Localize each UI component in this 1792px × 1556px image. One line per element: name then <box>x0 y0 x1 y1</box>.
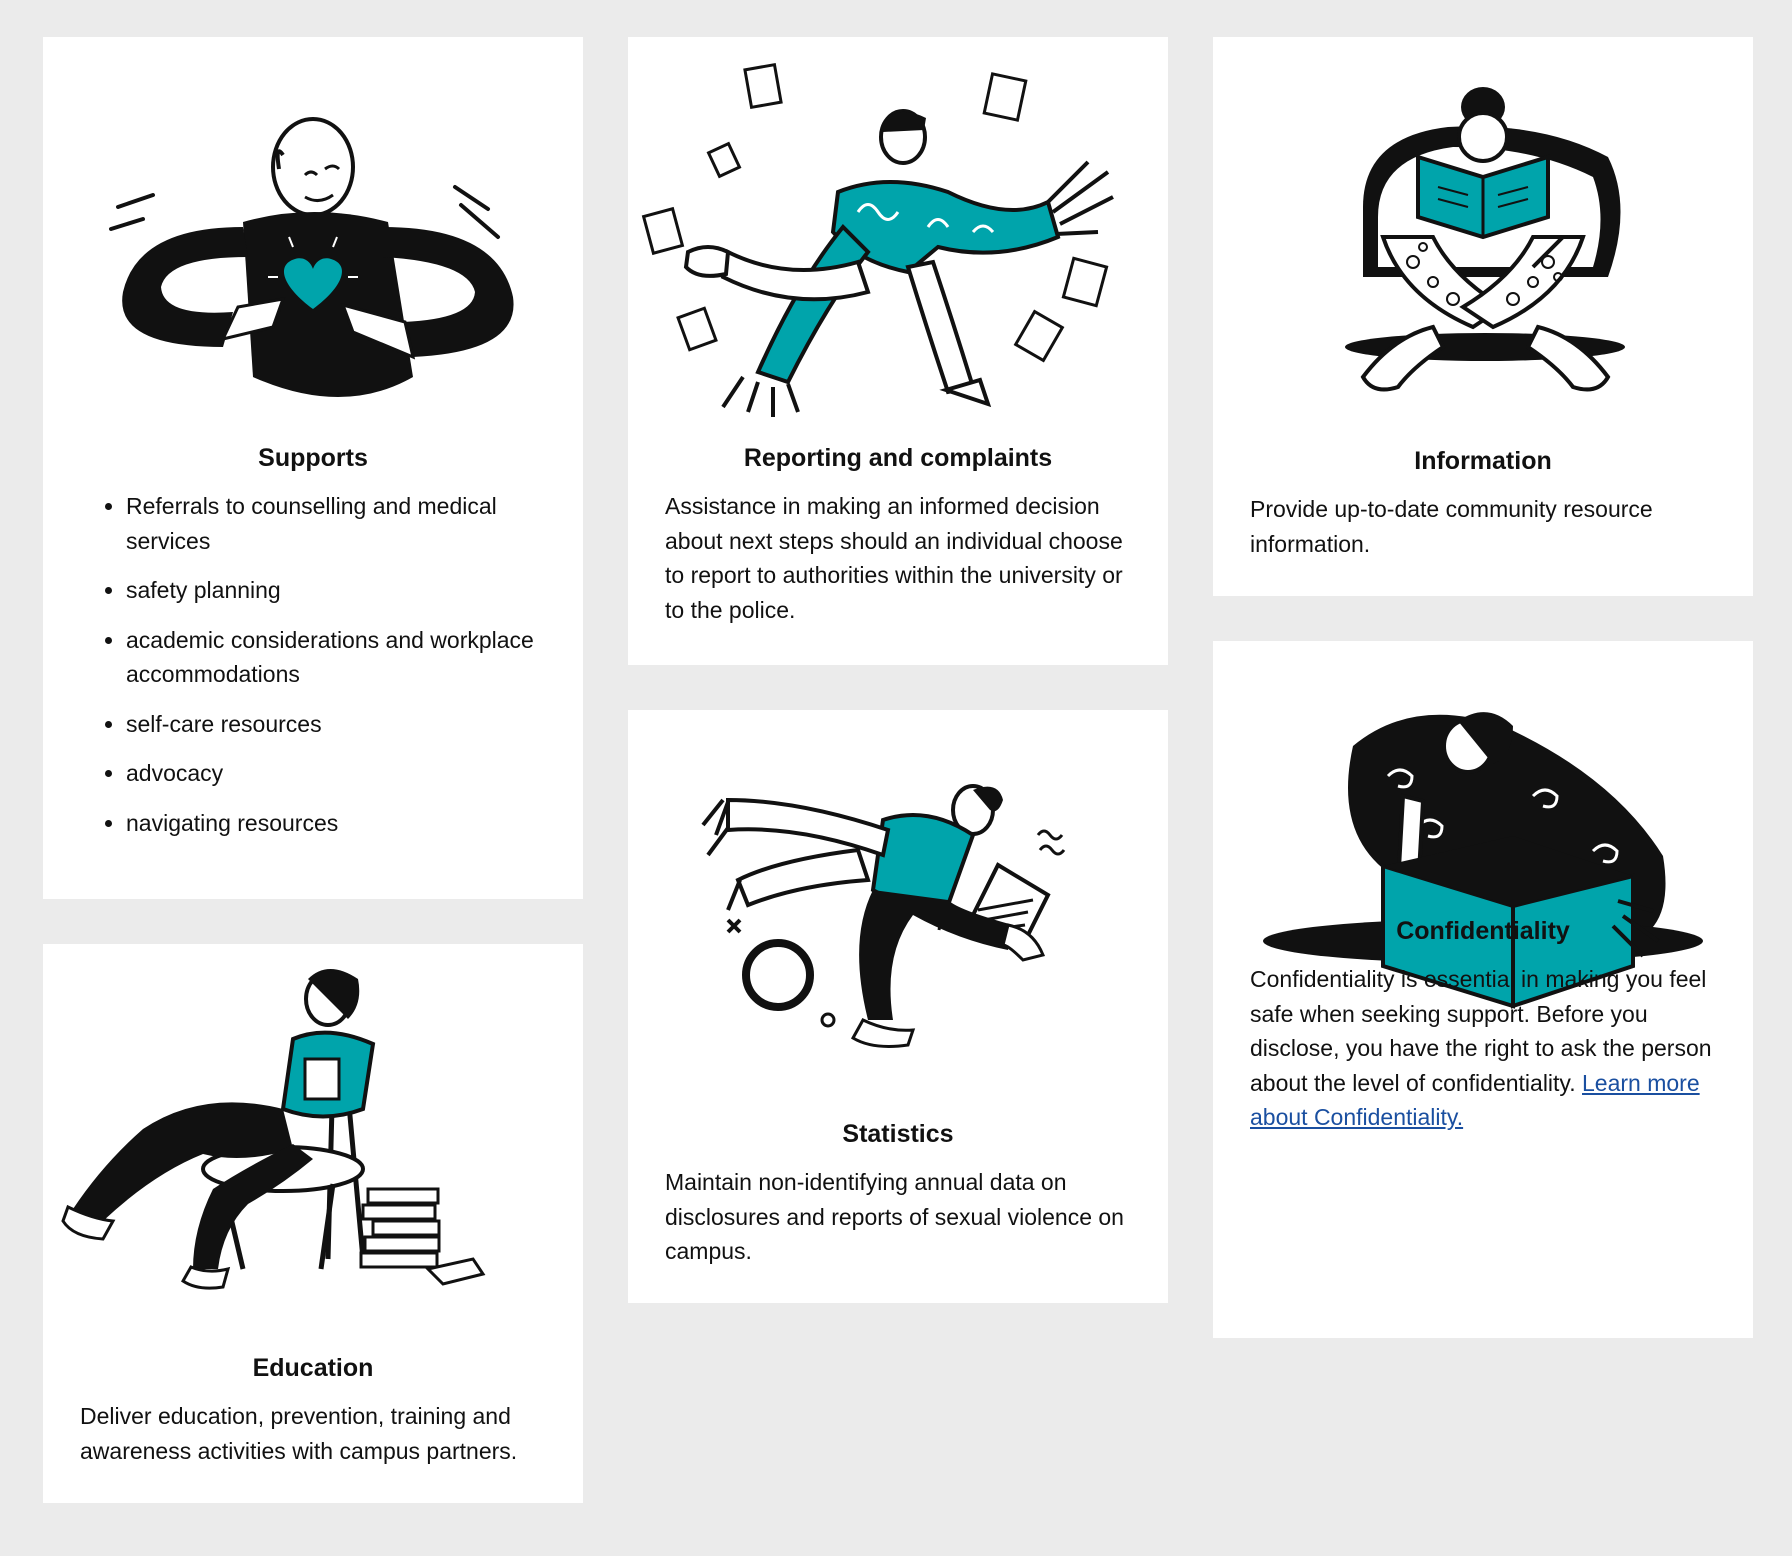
card-title: Reporting and complaints <box>743 444 1053 472</box>
confidentiality-text: Confidentiality is essential in making you feel safe when seeking support. Before you disclose, you have the right to ask the person about the level of confidentiality. <box>1250 966 1712 1096</box>
list-item: • advocacy <box>126 756 555 791</box>
person-heart-icon <box>43 77 583 397</box>
person-flying-papers-icon <box>628 52 1168 422</box>
card-description: Maintain non-identifying annual data on disclosures and reports of sexual violence on campus. <box>665 1169 1124 1264</box>
list-item: • self-care resources <box>126 707 555 742</box>
education-card <box>43 944 583 1503</box>
list-item: • Referrals to counselling and medical services <box>126 489 555 558</box>
reporting-card <box>628 37 1168 665</box>
card-title: Information <box>1414 447 1552 475</box>
confidentiality-card <box>1213 641 1753 1338</box>
list-item: • navigating resources <box>126 806 555 841</box>
card-description <box>1250 962 1720 1135</box>
supports-list <box>80 489 555 855</box>
supports-card <box>43 37 583 899</box>
statistics-card <box>628 710 1168 1303</box>
card-title: Education <box>252 1354 374 1382</box>
information-card <box>1213 37 1753 596</box>
list-item: • safety planning <box>126 573 555 608</box>
card-title: Confidentiality <box>1396 917 1570 945</box>
person-juggling-shapes-icon <box>628 740 1168 1060</box>
person-reading-chair-icon <box>43 959 583 1304</box>
card-description: Provide up-to-date community resource information. <box>1250 496 1653 557</box>
card-description: Assistance in making an informed decision about next steps should an individual choose to report to authorities within the university or to the police. <box>665 493 1123 623</box>
list-item: • academic considerations and workplace accommodations <box>126 623 555 692</box>
person-reading-book-icon <box>1213 67 1753 417</box>
learn-more-confidentiality-link[interactable]: Learn more about Confidentiality. <box>1250 1069 1700 1130</box>
card-title: Statistics <box>842 1120 954 1148</box>
card-title: Supports <box>258 444 368 472</box>
card-description: Deliver education, prevention, training and awareness activities with campus partners. <box>80 1403 518 1464</box>
